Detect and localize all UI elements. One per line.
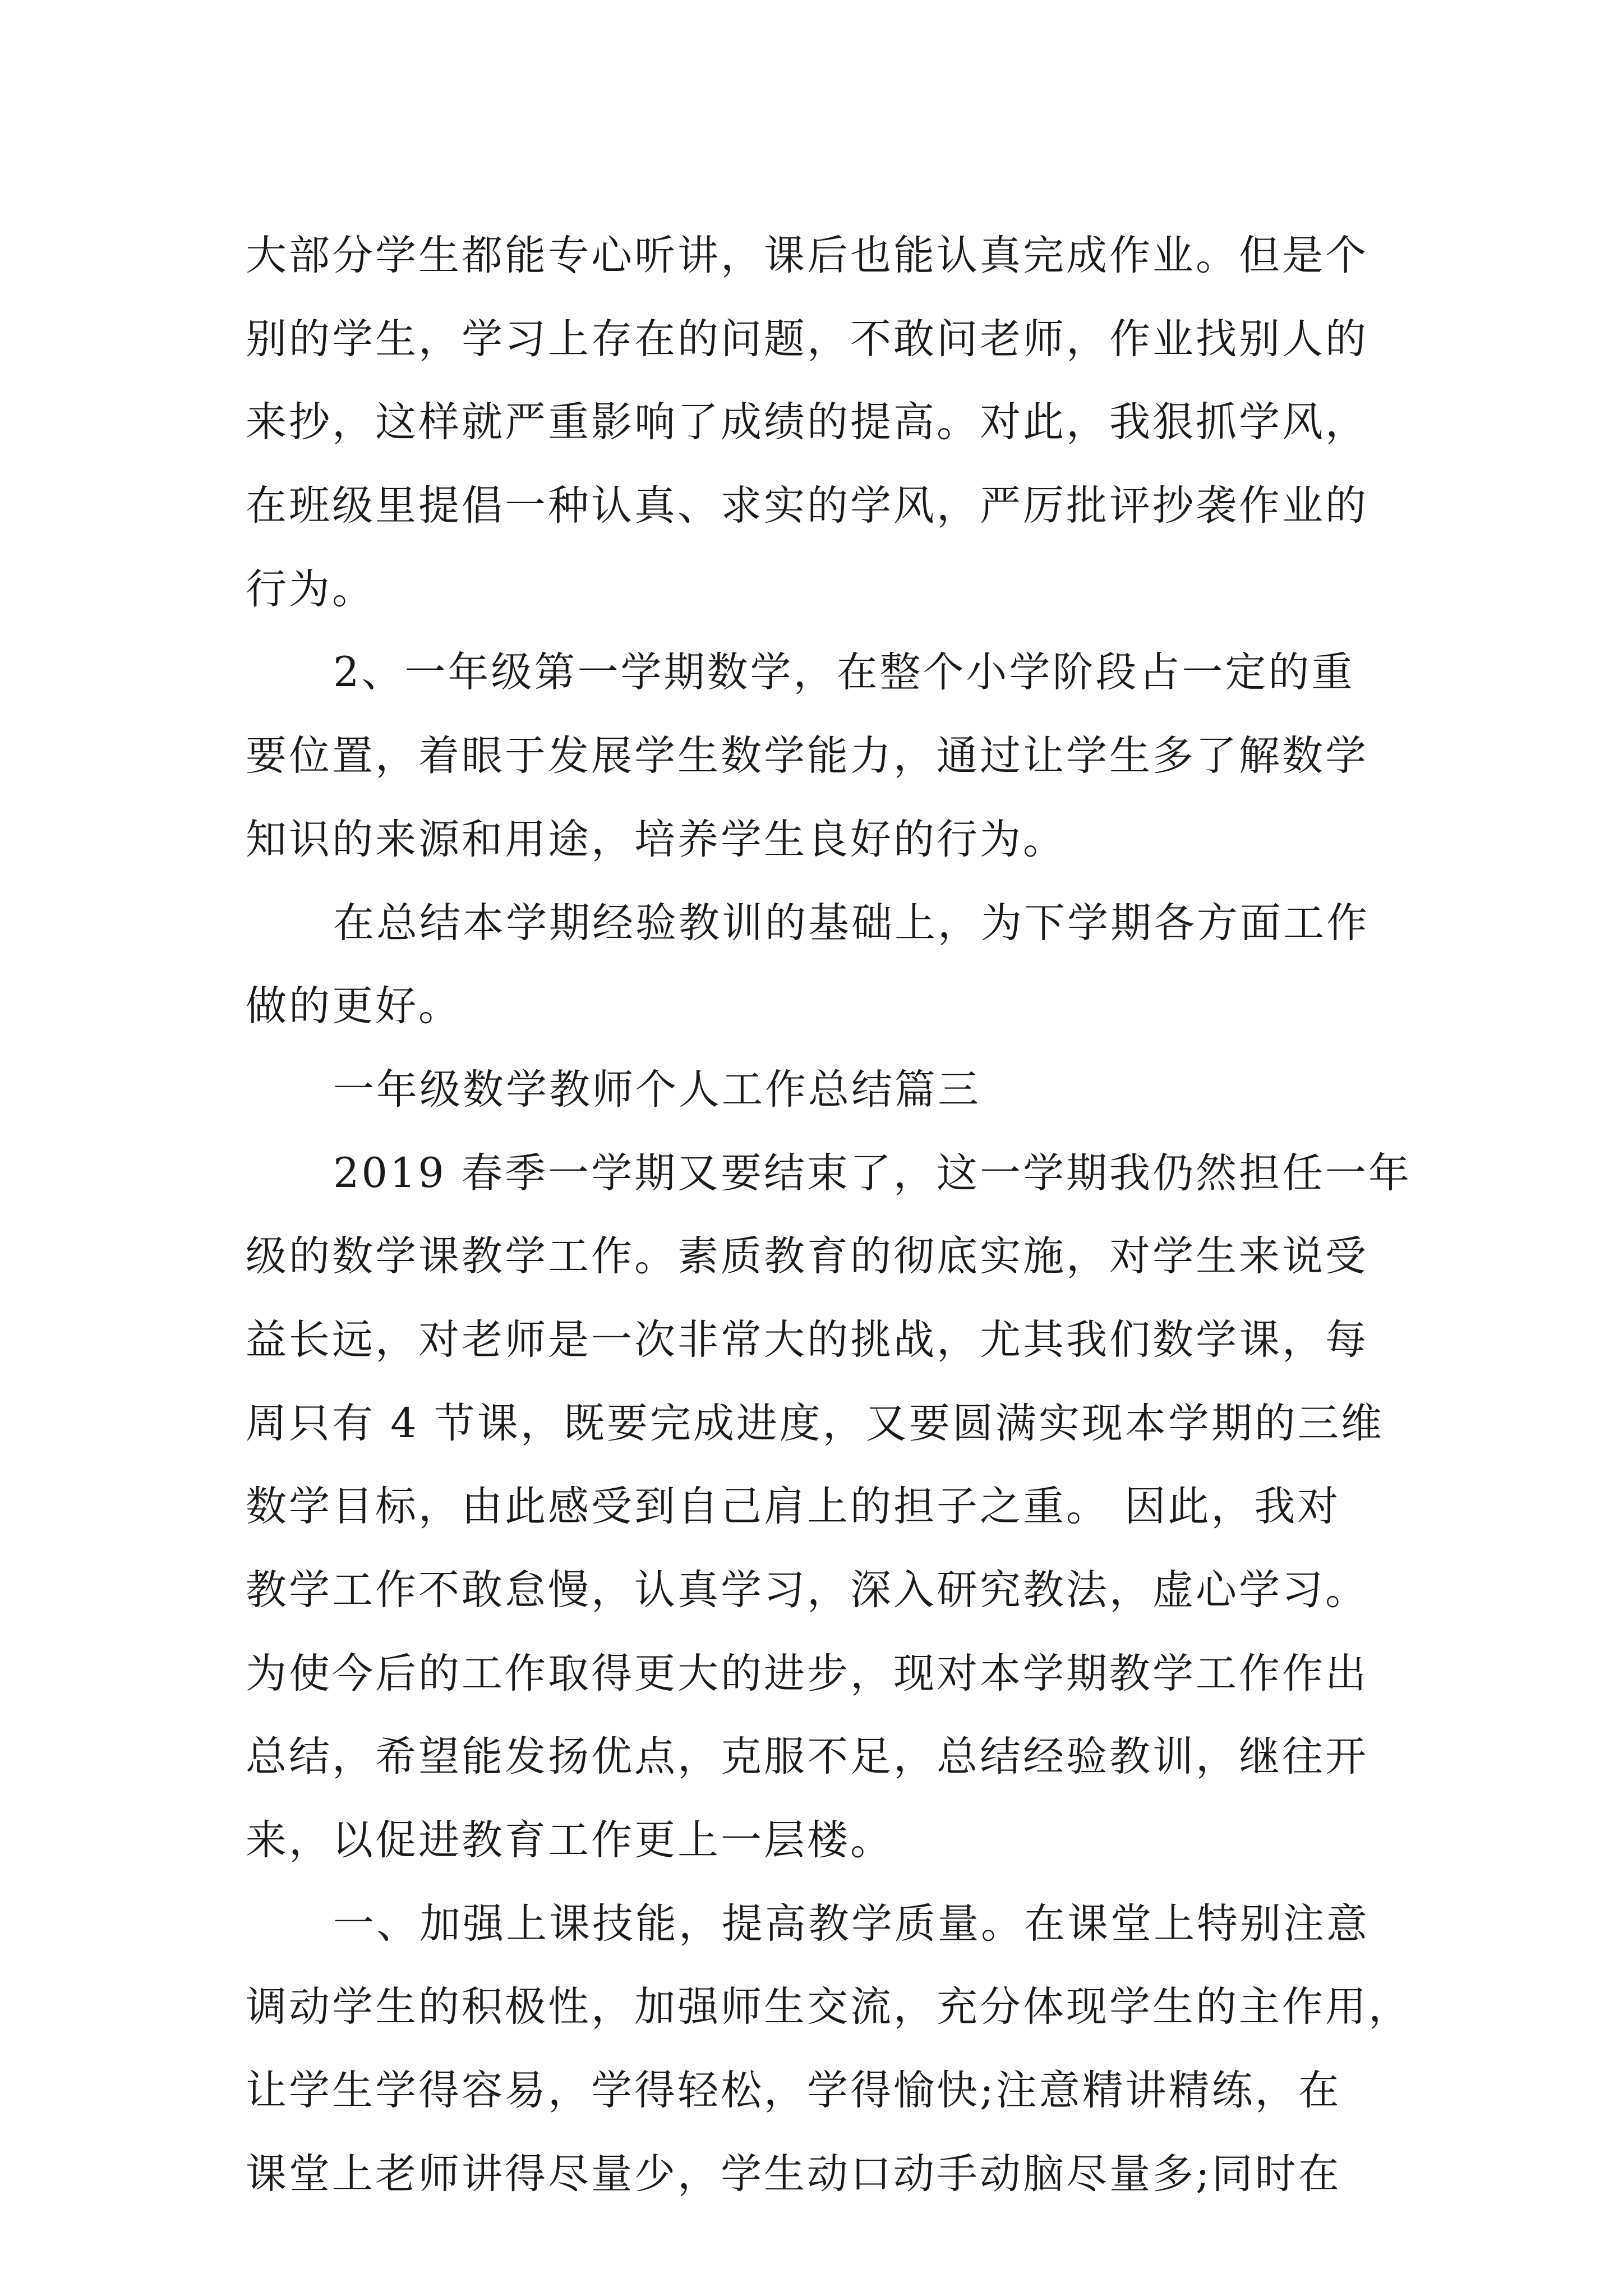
text-line: 做的更好。: [246, 982, 462, 1030]
text-line: 总结，希望能发扬优点，克服不足，总结经验教训，继往开: [246, 1733, 1368, 1781]
text-line: 来抄，这样就严重影响了成绩的提高。对此，我狠抓学风，: [246, 398, 1368, 447]
text-line: 数学目标，由此感受到自己肩上的担子之重。 因此，我对: [246, 1483, 1341, 1531]
text-line: 级的数学课教学工作。素质教育的彻底实施，对学生来说受: [246, 1232, 1368, 1281]
section-heading: 一年级数学教师个人工作总结篇三: [333, 1065, 981, 1114]
text-line: 益长远，对老师是一次非常大的挑战，尤其我们数学课，每: [246, 1315, 1368, 1364]
text-line: 知识的来源和用途，培养学生良好的行为。: [246, 815, 1066, 863]
text-line: 调动学生的积极性，加强师生交流，充分体现学生的主作用，: [246, 1983, 1412, 2031]
text-line: 教学工作不敢怠慢，认真学习，深入研究教法，虚心学习。: [246, 1566, 1368, 1614]
text-line: 周只有 4 节课，既要完成进度，又要圆满实现本学期的三维: [246, 1399, 1384, 1447]
text-line: 为使今后的工作取得更大的进步，现对本学期教学工作作出: [246, 1649, 1368, 1697]
text-line: 要位置，着眼于发展学生数学能力，通过让学生多了解数学: [246, 732, 1368, 780]
document-body: [246, 214, 1412, 2216]
paragraph-start-line: 一、加强上课技能，提高教学质量。在课堂上特别注意: [333, 1899, 1370, 1948]
text-line: 大部分学生都能专心听讲，课后也能认真完成作业。但是个: [246, 232, 1368, 279]
text-line: 让学生学得容易，学得轻松，学得愉快;注意精讲精练，在: [246, 2067, 1341, 2115]
text-line: 行为。: [246, 565, 375, 613]
text-line: 在班级里提倡一种认真、求实的学风，严厉批评抄袭作业的: [246, 482, 1368, 530]
text-line: 来，以促进教育工作更上一层楼。: [246, 1816, 893, 1865]
text-line: 别的学生，学习上存在的问题，不敢问老师，作业找别人的: [246, 315, 1368, 363]
paragraph-start-line: 在总结本学期经验教训的基础上，为下学期各方面工作: [333, 899, 1370, 947]
paragraph-start-line: 2、一年级第一学期数学，在整个小学阶段占一定的重: [333, 648, 1355, 697]
text-line: 课堂上老师讲得尽量少，学生动口动手动脑尽量多;同时在: [246, 2150, 1341, 2198]
paragraph-start-line: 2019 春季一学期又要结束了，这一学期我仍然担任一年: [333, 1149, 1412, 1197]
